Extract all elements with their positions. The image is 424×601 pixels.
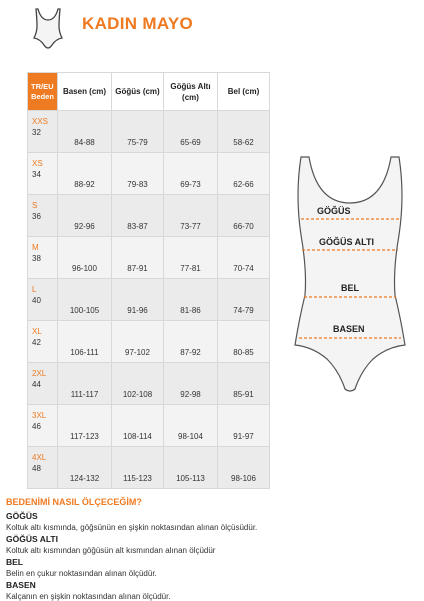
table-row <box>28 237 270 279</box>
measure-cell-bel: 74-79 <box>218 279 270 321</box>
column-header-bel: Bel (cm) <box>218 73 270 111</box>
column-header-gogus-alti: Göğüs Altı (cm) <box>164 73 218 111</box>
table-row <box>28 405 270 447</box>
size-letter: 2XL <box>32 369 47 378</box>
basen-label: BASEN <box>333 324 365 334</box>
measure-cell-gogus-alti: 73-77 <box>164 195 218 237</box>
measure-cell-bel: 66-70 <box>218 195 270 237</box>
measure-cell-basen: 106-111 <box>58 321 112 363</box>
table-row <box>28 153 270 195</box>
size-header-cell <box>28 73 58 111</box>
measure-cell-basen: 96-100 <box>58 237 112 279</box>
size-letter: L <box>32 285 37 294</box>
table-row <box>28 447 270 489</box>
measure-cell-gogus-alti: 98-104 <box>164 405 218 447</box>
size-cell <box>28 279 58 321</box>
guide-heading-gogus: GÖĞÜS <box>6 511 38 521</box>
measure-cell-bel: 80-85 <box>218 321 270 363</box>
swimsuit-icon <box>28 6 68 50</box>
measure-cell-gogus: 115-123 <box>112 447 164 489</box>
size-number: 36 <box>32 212 41 221</box>
measure-cell-gogus: 87-91 <box>112 237 164 279</box>
gogus-alti-label: GÖĞÜS ALTI <box>319 237 374 247</box>
swimsuit-outline <box>295 157 405 391</box>
measure-cell-basen: 117-123 <box>58 405 112 447</box>
measure-cell-basen: 124-132 <box>58 447 112 489</box>
swimsuit-logo <box>28 6 68 50</box>
size-number: 46 <box>32 422 41 431</box>
measure-cell-gogus: 83-87 <box>112 195 164 237</box>
page-title: KADIN MAYO <box>82 14 193 33</box>
size-cell <box>28 363 58 405</box>
size-letter: M <box>32 243 39 252</box>
measure-cell-bel: 91-97 <box>218 405 270 447</box>
size-letter: S <box>32 201 38 210</box>
size-cell <box>28 321 58 363</box>
size-number: 32 <box>32 128 41 137</box>
size-header-line1: TR/EU <box>31 81 54 91</box>
measure-cell-gogus-alti: 87-92 <box>164 321 218 363</box>
size-letter: XL <box>32 327 42 336</box>
measure-cell-bel: 58-62 <box>218 111 270 153</box>
measure-cell-gogus-alti: 69-73 <box>164 153 218 195</box>
measure-cell-gogus-alti: 65-69 <box>164 111 218 153</box>
measure-cell-gogus-alti: 92-98 <box>164 363 218 405</box>
size-cell <box>28 153 58 195</box>
measure-cell-gogus: 97-102 <box>112 321 164 363</box>
measure-cell-bel: 70-74 <box>218 237 270 279</box>
guide-heading-gogus-alti: GÖĞÜS ALTI <box>6 534 58 544</box>
size-cell <box>28 111 58 153</box>
guide-text-gogus-alti: Koltuk altı kısmından göğüsün alt kısmından alınan ölçüdür <box>6 546 216 555</box>
guide-heading-bel: BEL <box>6 557 23 567</box>
measure-cell-gogus-alti: 81-86 <box>164 279 218 321</box>
measure-cell-basen: 84-88 <box>58 111 112 153</box>
size-header-line2: Beden <box>31 91 54 101</box>
measure-cell-gogus: 102-108 <box>112 363 164 405</box>
size-cell <box>28 447 58 489</box>
size-chart-table <box>27 72 270 489</box>
measure-cell-basen: 100-105 <box>58 279 112 321</box>
table-row <box>28 195 270 237</box>
size-cell <box>28 195 58 237</box>
measure-cell-gogus-alti: 105-113 <box>164 447 218 489</box>
size-number: 44 <box>32 380 41 389</box>
table-header-row <box>28 73 270 111</box>
measure-cell-basen: 92-96 <box>58 195 112 237</box>
size-letter: 3XL <box>32 411 47 420</box>
measure-cell-gogus: 108-114 <box>112 405 164 447</box>
size-letter: XS <box>32 159 43 168</box>
size-number: 38 <box>32 254 41 263</box>
column-header-gogus: Göğüs (cm) <box>112 73 164 111</box>
size-letter: 4XL <box>32 453 47 462</box>
size-letter: XXS <box>32 117 49 126</box>
guide-text-bel: Belin en çukur noktasından alınan ölçüdür. <box>6 569 157 578</box>
measure-cell-gogus: 79-83 <box>112 153 164 195</box>
guide-heading-basen: BASEN <box>6 580 36 590</box>
size-cell <box>28 237 58 279</box>
table-row <box>28 279 270 321</box>
column-header-basen: Basen (cm) <box>58 73 112 111</box>
table-row <box>28 363 270 405</box>
measure-cell-bel: 98-106 <box>218 447 270 489</box>
measure-cell-gogus: 75-79 <box>112 111 164 153</box>
measure-cell-gogus-alti: 77-81 <box>164 237 218 279</box>
gogus-label: GÖĞÜS <box>317 206 351 216</box>
measure-cell-basen: 88-92 <box>58 153 112 195</box>
size-number: 42 <box>32 338 41 347</box>
guide-text-gogus: Koltuk altı kısmında, göğsünün en şişkin noktasından alınan ölçüsüdür. <box>6 523 258 532</box>
table-row <box>28 321 270 363</box>
size-number: 48 <box>32 464 41 473</box>
measure-cell-basen: 111-117 <box>58 363 112 405</box>
size-number: 34 <box>32 170 41 179</box>
measure-cell-bel: 62-66 <box>218 153 270 195</box>
body-measurement-figure <box>289 155 411 395</box>
measure-cell-bel: 85-91 <box>218 363 270 405</box>
size-cell <box>28 405 58 447</box>
size-number: 40 <box>32 296 41 305</box>
guide-text-basen: Kalçanın en şişkin noktasından alınan ölçüdür. <box>6 592 171 601</box>
measure-cell-gogus: 91-96 <box>112 279 164 321</box>
guide-title: BEDENİMİ NASIL ÖLÇECEĞİM? <box>6 497 142 507</box>
bel-label: BEL <box>341 283 359 293</box>
table-row <box>28 111 270 153</box>
